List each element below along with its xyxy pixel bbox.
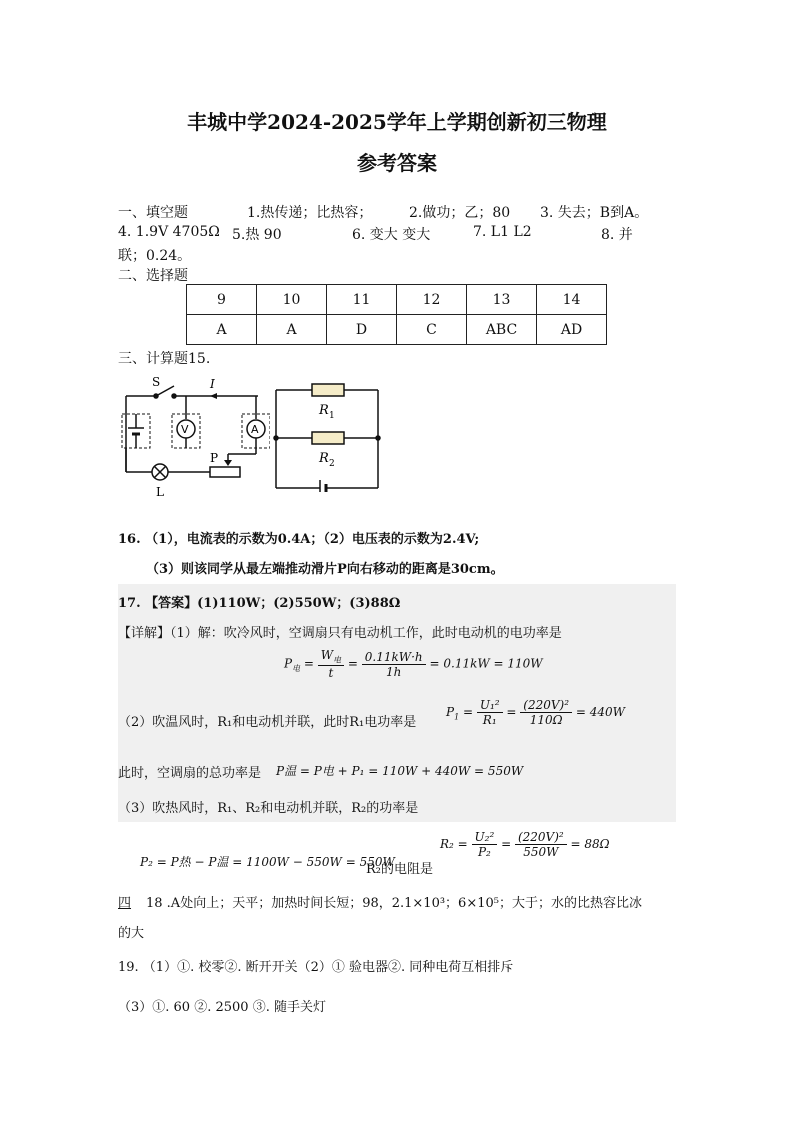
- q18-line2: 的大: [118, 926, 145, 941]
- q19-line2: （3）①. 60 ②. 2500 ③. 随手关灯: [118, 1000, 326, 1015]
- eq2-num2: (220V)²: [520, 698, 572, 713]
- eq5-tail: = 88Ω: [570, 837, 610, 851]
- table-cell: 14: [537, 285, 607, 315]
- q7-answer: 7. L1 L2: [473, 224, 532, 240]
- table-cell: 11: [327, 285, 397, 315]
- q5-answer: 5.热 90: [232, 227, 282, 243]
- q8-answer-a: 8. 并: [601, 227, 633, 243]
- table-cell: A: [257, 315, 327, 345]
- q16-line1: 16. （1），电流表的示数为0.4A；（2）电压表的示数为2.4V;: [118, 532, 480, 547]
- voltmeter-label: V: [181, 423, 189, 436]
- section3-heading: 三、计算题15.: [118, 351, 211, 367]
- eq1-den2: 1h: [386, 664, 402, 679]
- q18-label: 四: [118, 896, 132, 911]
- table-cell: 13: [467, 285, 537, 315]
- label-switch: S: [152, 375, 161, 389]
- q2-answer: 2.做功；乙；80: [409, 205, 511, 221]
- label-r2: R: [319, 451, 329, 466]
- label-r2-sub: 2: [329, 459, 335, 469]
- q17-part2-text: （2）吹温风时，R₁和电动机并联，此时R₁电功率是: [118, 715, 417, 730]
- q4-answer: 4. 1.9V 4705Ω: [118, 224, 220, 240]
- page-title: 丰城中学2024-2025学年上学期创新初三物理: [187, 110, 607, 134]
- table-cell: C: [397, 315, 467, 345]
- q18-line1: 18 .A处向上；天平；加热时间长短；98，2.1×10³；6×10⁵；大于；水的比热容比冰: [146, 896, 642, 911]
- q1-answer: 1.热传递；比热容；: [247, 205, 373, 221]
- table-cell: 10: [257, 285, 327, 315]
- eq1-num2: 0.11kW·h: [362, 650, 426, 665]
- page-subtitle: 参考答案: [357, 151, 437, 175]
- eq1-lhs: P: [284, 656, 293, 671]
- label-current: I: [210, 377, 215, 391]
- eq2-den2: 110Ω: [529, 713, 563, 727]
- eq5-den: P₂: [477, 845, 491, 859]
- table-cell: ABC: [467, 315, 537, 345]
- label-r1-sub: 1: [329, 411, 335, 421]
- section2-heading: 二、选择题: [118, 268, 188, 284]
- circuit-diagram-left: [118, 372, 270, 502]
- q17-part3-text: （3）吹热风时，R₁、R₂和电动机并联，R₂的功率是: [118, 801, 419, 816]
- ammeter-label: A: [251, 423, 259, 436]
- label-r1: R: [319, 403, 329, 418]
- eq2-den: R₁: [482, 713, 497, 727]
- q6-answer: 6. 变大 变大: [352, 227, 431, 243]
- q17-equation-2: $P_1$ = $\frac{\text{U₁²}}{\text{R₁}}$ = $\frac{\text{(220V)²}}{110\Omega}$ = 440W: [446, 698, 625, 727]
- eq1-tail: = 0.11kW = 110W: [429, 656, 543, 671]
- answer-table: [186, 284, 607, 345]
- eq5-num2: (220V)²: [515, 830, 567, 845]
- eq1-sub: 电: [292, 664, 301, 674]
- eq5-num: U₂²: [472, 830, 498, 845]
- table-row-numbers: [187, 285, 607, 315]
- q17-total-text: 此时，空调扇的总功率是: [118, 766, 262, 781]
- eq2-num: U₁²: [477, 698, 503, 713]
- label-slider: P: [210, 451, 219, 465]
- q17-detail: 【详解】（1）解：吹冷风时，空调扇只有电动机工作，此时电动机的电功率是: [118, 626, 562, 641]
- table-row-answers: [187, 315, 607, 345]
- eq5-lhs: R₂ =: [440, 837, 468, 851]
- table-cell: A: [187, 315, 257, 345]
- section1-heading: 一、填空题: [118, 205, 188, 221]
- q17-equation-4: P₂ = P热 − P温 = 1100W − 550W = 550W: [140, 855, 395, 869]
- q17-equation-5: R₂ = $\frac{\text{U₂²}}{\text{P₂}}$ = $\frac{\text{(220V)²}}{550W}$ = 88Ω: [440, 830, 610, 859]
- q17-eq4-after: R₂的电阻是: [366, 862, 433, 877]
- eq1-num-sub: 电: [333, 655, 342, 665]
- eq5-den2: 550W: [523, 845, 559, 859]
- q17-equation-3: P温 = P电 + P₁ = 110W + 440W = 550W: [276, 764, 524, 778]
- q8-answer-b: 联；0.24。: [118, 248, 192, 264]
- label-lamp: L: [156, 485, 164, 499]
- table-cell: D: [327, 315, 397, 345]
- eq1-num: W: [320, 648, 334, 662]
- eq2-tail: = 440W: [575, 705, 625, 719]
- q17-equation-1: $P_电$ = $\frac{W_电}{t}$ = $\frac{0.11kW\cdot h}{1h}$ = 0.11kW = 110W: [284, 648, 543, 681]
- circuit-diagram-right: [272, 380, 384, 492]
- q17-answer: 17. 【答案】(1)110W；(2)550W；(3)88Ω: [118, 596, 401, 611]
- q16-line2: （3）则该同学从最左端推动滑片P向右移动的距离是30cm。: [146, 562, 504, 577]
- table-cell: AD: [537, 315, 607, 345]
- q3-answer: 3. 失去；B到A。: [540, 205, 649, 221]
- table-cell: 12: [397, 285, 467, 315]
- q19-line1: 19. （1）①. 校零②. 断开开关（2）① 验电器②. 同种电荷互相排斥: [118, 960, 514, 975]
- eq1-den: t: [328, 666, 334, 681]
- table-cell: 9: [187, 285, 257, 315]
